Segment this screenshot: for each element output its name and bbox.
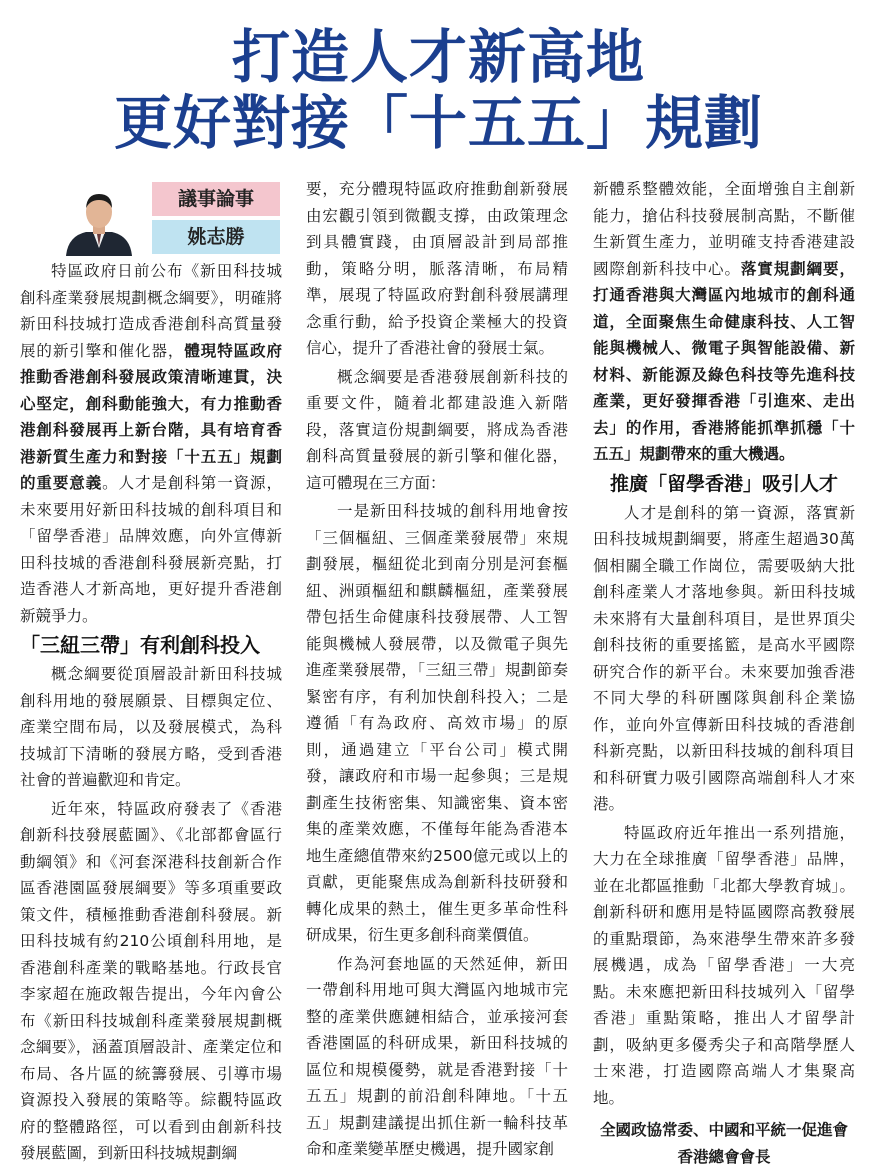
paragraph: 近年來，特區政府發表了《香港創新科技發展藍圖》、《北部都會區行動綱領》和《河套深港科技創新合作區香港園區發展綱要》等多項重要政策文件，積極推動香港創科發展。新田科技城有約210公頃創科用地，是香港創科產業的戰略基地。行政長官李家超在施政報告提出，今年內會公布《新田科技城創科產業發展規劃概念綱要》，涵蓋頂層設計、產業定位和布局、各片區的統籌發展、引導市場資源投入發展的策略等。綜觀特區政府的整體路徑，可以看到由創新科技發展藍圖，到新田科技城規劃綱 <box>20 799 282 1162</box>
paragraph: 作為河套地區的天然延伸，新田一帶創科用地可與大灣區內地城市完整的產業供應鏈相結合，並承接河套香港園區的科研成果，新田科技城的區位和規模優勢，就是香港對接「十五五」規劃的前沿創科陣地。「十五五」規劃建議提出抓住新一輪科技革命和產業變革歷史機遇，提升國家創 <box>306 954 568 1158</box>
paragraph: 概念綱要是香港發展創新科技的重要文件，隨着北都建設進入新階段，落實這份規劃綱要，將成為香港創科高質量發展的新引擎和催化器，這可體現在三方面： <box>306 367 568 492</box>
paragraph: 新體系整體效能，全面增強自主創新能力，搶佔科技發展制高點，不斷催生新質生產力，並明確支持香港建設國際創新科技中心。落實規劃綱要，打通香港與大灣區內地城市的創科通道，全面聚焦生命健康科技、人工智能與機械人、微電子與智能設備、新材料、新能源及綠色科技等先進科技產業，更好發揮香港「引進來、走出去」的作用，香港將能抓準抓穩「十五五」規劃帶來的重大機遇。 <box>593 180 855 463</box>
article-column-2 <box>306 176 568 1165</box>
paragraph: 特區政府近年推出一系列措施，大力在全球推廣「留學香港」品牌，並在北都區推動「北都大學教育城」。創新科研和應用是特區國際高教發展的重點環節，為來港學生帶來許多發展機遇，成為「留學香港」一大亮點。未來應把新田科技城列入「留學香港」重點策略，推出人才留學計劃，吸納更多優秀尖子和高階學歷人士來港，打造國際高端人才集聚高地。 <box>593 823 855 1107</box>
paragraph: 一是新田科技城的創科用地會按「三個樞紐、三個產業發展帶」來規劃發展，樞紐從北到南分別是河套樞紐、洲頭樞紐和麒麟樞紐，產業發展帶包括生命健康科技發展帶、人工智能與機械人發展帶，以及微電子與先進產業發展帶，「三紐三帶」規劃節奏緊密有序，有利加快創科投入；二是遵循「有為政府、高效市場」的原則，通過建立「平台公司」模式開發，讓政府和市場一起參與；三是規劃產生技術密集、知識密集、資本密集的產業效應，不僅每年能為香港本地生產總值帶來約2500億元或以上的貢獻，更能聚焦成為創新科技研發和轉化成果的熱土，催生更多革命性科研成果，衍生更多創科商業價值。 <box>306 502 568 944</box>
column-badge-author: 姚志勝 <box>152 220 280 254</box>
paragraph: 概念綱要從頂層設計新田科技城創科用地的發展願景、目標與定位、產業空間布局，以及發展模式，為科技城訂下清晰的發展方略，受到香港社會的普遍歡迎和肯定。 <box>20 665 282 789</box>
column-header <box>20 176 282 256</box>
column-badge-label: 議事論事 <box>152 182 280 216</box>
headline-line1: 打造人才新高地 <box>231 23 645 91</box>
subheading-2: 推廣「留學香港」吸引人才 <box>609 472 838 495</box>
paragraph: 特區政府日前公布《新田科技城創科產業發展規劃概念綱要》，明確將新田科技城打造成香港創科高質量發展的新引擎和催化器，體現特區政府推動香港創科發展政策清晰連貫，決心堅定，創科動能強大，有力推動香港創科發展再上新台階，具有培育香港新質生產力和對接「十五五」規劃的重要意義。人才是創科第一資源，未來要用好新田科技城的創科項目和「留學香港」品牌效應，向外宣傳新田科技城的香港創科發展新亮點，打造香港人才新高地，更好提升香港創新競爭力。 <box>20 262 282 625</box>
article-column-3 <box>593 176 855 1172</box>
author-title: 全國政協常委、中國和平統一促進會香港總會會長 <box>599 1121 848 1166</box>
subheading-1: 「三紐三帶」有利創科投入 <box>20 633 260 657</box>
headline-line2: 更好對接「十五五」規劃 <box>113 89 763 157</box>
author-avatar <box>60 186 138 256</box>
paragraph: 人才是創科的第一資源，落實新田科技城規劃綱要，將產生超過30萬個相關全職工作崗位，需要吸納大批創科產業人才落地參與。新田科技城未來將有大量創科項目，是世界頂尖創科技術的重要搖籃，是高水平國際研究合作的新平台。未來要加強香港不同大學的科研團隊與創科企業協作，並向外宣傳新田科技城的香港創科新亮點，以新田科技城的創科項目和科研實力吸引國際高端創科人才來港。 <box>593 503 855 813</box>
paragraph: 要，充分體現特區政府推動創新發展由宏觀引領到微觀支撐，由政策理念到具體實踐，由頂層設計到局部推動，策略分明，脈落清晰，布局精準，展現了特區政府對創科發展講理念重行動，給予投資企業極大的投資信心，提升了香港社會的發展士氣。 <box>306 180 568 357</box>
article-column-1 <box>20 258 282 1169</box>
